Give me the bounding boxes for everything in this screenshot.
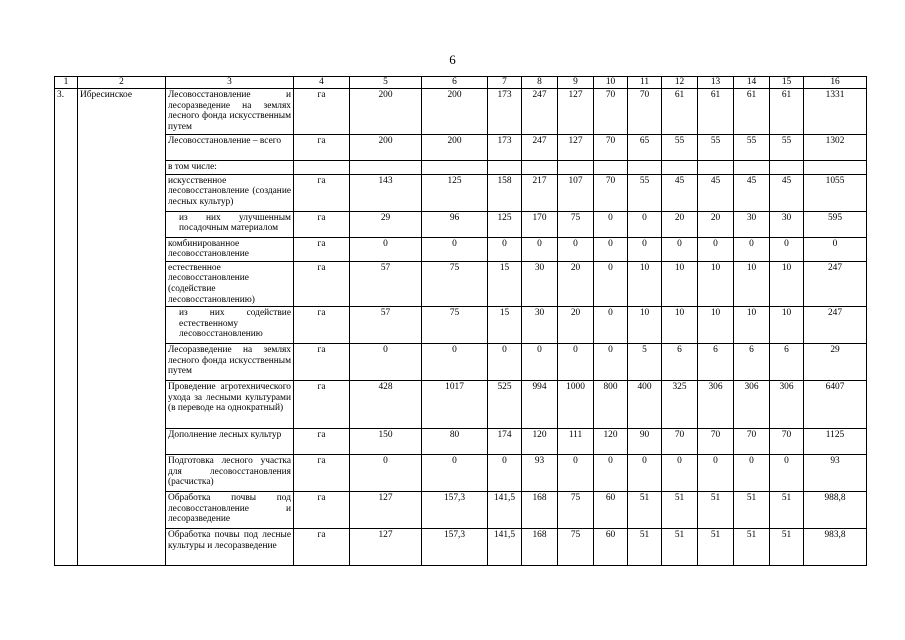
value-cell: 0 bbox=[488, 455, 522, 492]
column-number: 5 bbox=[350, 77, 422, 89]
activity-cell: комбинированное лесовосстановление bbox=[166, 237, 294, 261]
unit-cell: га bbox=[294, 89, 350, 135]
table-row bbox=[55, 261, 867, 306]
value-cell bbox=[628, 161, 662, 175]
column-number: 16 bbox=[804, 77, 867, 89]
value-cell: 0 bbox=[488, 344, 522, 381]
value-cell bbox=[422, 161, 488, 175]
column-number: 14 bbox=[734, 77, 770, 89]
value-cell: 70 bbox=[698, 429, 734, 455]
value-cell bbox=[558, 161, 594, 175]
unit-cell: га bbox=[294, 455, 350, 492]
value-cell: 217 bbox=[522, 174, 558, 211]
value-cell: 61 bbox=[770, 89, 804, 135]
value-cell: 20 bbox=[558, 307, 594, 344]
value-cell bbox=[770, 161, 804, 175]
value-cell: 51 bbox=[734, 492, 770, 529]
value-cell: 55 bbox=[734, 135, 770, 161]
value-cell: 127 bbox=[350, 529, 422, 566]
value-cell: 0 bbox=[804, 237, 867, 261]
value-cell: 96 bbox=[422, 211, 488, 237]
value-cell: 125 bbox=[422, 174, 488, 211]
value-cell: 70 bbox=[628, 89, 662, 135]
activity-cell: Лесоразведение на землях лесного фонда искусственным путем bbox=[166, 344, 294, 381]
table-row bbox=[55, 161, 867, 175]
value-cell: 0 bbox=[422, 455, 488, 492]
value-cell: 51 bbox=[628, 529, 662, 566]
table-row bbox=[55, 455, 867, 492]
value-cell: 111 bbox=[558, 429, 594, 455]
value-cell: 57 bbox=[350, 261, 422, 306]
value-cell: 10 bbox=[628, 307, 662, 344]
page-number: 6 bbox=[449, 52, 456, 67]
table-row bbox=[55, 89, 867, 135]
value-cell: 200 bbox=[350, 135, 422, 161]
column-number-row bbox=[55, 77, 867, 89]
activity-cell: искусственное лесовосстановление (создание лесных культур) bbox=[166, 174, 294, 211]
value-cell: 143 bbox=[350, 174, 422, 211]
value-cell: 157,3 bbox=[422, 529, 488, 566]
value-cell: 0 bbox=[594, 261, 628, 306]
value-cell: 0 bbox=[558, 344, 594, 381]
value-cell: 29 bbox=[350, 211, 422, 237]
value-cell: 1000 bbox=[558, 381, 594, 429]
value-cell: 90 bbox=[628, 429, 662, 455]
value-cell: 306 bbox=[698, 381, 734, 429]
value-cell bbox=[698, 161, 734, 175]
column-number: 9 bbox=[558, 77, 594, 89]
value-cell: 75 bbox=[558, 211, 594, 237]
unit-cell: га bbox=[294, 344, 350, 381]
value-cell: 10 bbox=[734, 307, 770, 344]
value-cell: 10 bbox=[770, 261, 804, 306]
column-number: 15 bbox=[770, 77, 804, 89]
value-cell: 200 bbox=[350, 89, 422, 135]
value-cell bbox=[488, 161, 522, 175]
value-cell: 45 bbox=[698, 174, 734, 211]
value-cell: 10 bbox=[628, 261, 662, 306]
value-cell: 60 bbox=[594, 492, 628, 529]
value-cell: 994 bbox=[522, 381, 558, 429]
value-cell: 10 bbox=[662, 261, 698, 306]
value-cell: 1331 bbox=[804, 89, 867, 135]
value-cell: 70 bbox=[734, 429, 770, 455]
value-cell: 0 bbox=[350, 237, 422, 261]
value-cell: 51 bbox=[698, 492, 734, 529]
value-cell: 51 bbox=[662, 492, 698, 529]
value-cell: 61 bbox=[734, 89, 770, 135]
value-cell: 0 bbox=[734, 237, 770, 261]
value-cell: 170 bbox=[522, 211, 558, 237]
unit-cell: га bbox=[294, 174, 350, 211]
value-cell: 45 bbox=[662, 174, 698, 211]
value-cell: 5 bbox=[628, 344, 662, 381]
activity-cell: Дополнение лесных культур bbox=[166, 429, 294, 455]
value-cell: 0 bbox=[698, 237, 734, 261]
value-cell: 10 bbox=[698, 261, 734, 306]
value-cell: 157,3 bbox=[422, 492, 488, 529]
value-cell: 0 bbox=[662, 455, 698, 492]
value-cell: 983,8 bbox=[804, 529, 867, 566]
value-cell: 988,8 bbox=[804, 492, 867, 529]
unit-cell: га bbox=[294, 237, 350, 261]
column-number: 6 bbox=[422, 77, 488, 89]
value-cell: 75 bbox=[422, 307, 488, 344]
value-cell: 125 bbox=[488, 211, 522, 237]
value-cell: 30 bbox=[522, 261, 558, 306]
value-cell: 75 bbox=[558, 492, 594, 529]
activity-cell: Обработка почвы под лесные культуры и лесоразведение bbox=[166, 529, 294, 566]
value-cell: 61 bbox=[698, 89, 734, 135]
value-cell: 127 bbox=[558, 135, 594, 161]
value-cell: 0 bbox=[594, 344, 628, 381]
table-row bbox=[55, 381, 867, 429]
value-cell: 0 bbox=[488, 237, 522, 261]
table-row bbox=[55, 307, 867, 344]
value-cell: 6407 bbox=[804, 381, 867, 429]
value-cell: 55 bbox=[698, 135, 734, 161]
value-cell: 150 bbox=[350, 429, 422, 455]
value-cell: 51 bbox=[770, 492, 804, 529]
value-cell: 57 bbox=[350, 307, 422, 344]
value-cell: 400 bbox=[628, 381, 662, 429]
unit-cell: га bbox=[294, 429, 350, 455]
value-cell: 61 bbox=[662, 89, 698, 135]
unit-cell: га bbox=[294, 135, 350, 161]
table-body bbox=[55, 89, 867, 566]
value-cell: 247 bbox=[522, 135, 558, 161]
column-number: 1 bbox=[55, 77, 78, 89]
unit-cell bbox=[294, 161, 350, 175]
value-cell: 6 bbox=[662, 344, 698, 381]
value-cell bbox=[662, 161, 698, 175]
value-cell: 15 bbox=[488, 307, 522, 344]
value-cell bbox=[350, 161, 422, 175]
value-cell: 20 bbox=[698, 211, 734, 237]
value-cell: 70 bbox=[594, 135, 628, 161]
region-name: Ибресинское bbox=[78, 89, 166, 566]
value-cell: 0 bbox=[594, 307, 628, 344]
value-cell: 10 bbox=[662, 307, 698, 344]
value-cell: 0 bbox=[770, 237, 804, 261]
value-cell: 200 bbox=[422, 135, 488, 161]
value-cell: 120 bbox=[594, 429, 628, 455]
value-cell: 1302 bbox=[804, 135, 867, 161]
value-cell: 173 bbox=[488, 135, 522, 161]
value-cell bbox=[594, 161, 628, 175]
value-cell: 29 bbox=[804, 344, 867, 381]
value-cell: 0 bbox=[594, 211, 628, 237]
value-cell: 80 bbox=[422, 429, 488, 455]
column-number: 11 bbox=[628, 77, 662, 89]
unit-cell: га bbox=[294, 492, 350, 529]
column-number: 7 bbox=[488, 77, 522, 89]
value-cell: 1017 bbox=[422, 381, 488, 429]
table-row bbox=[55, 344, 867, 381]
value-cell: 30 bbox=[770, 211, 804, 237]
value-cell: 525 bbox=[488, 381, 522, 429]
value-cell bbox=[804, 161, 867, 175]
table-row bbox=[55, 237, 867, 261]
value-cell: 70 bbox=[594, 174, 628, 211]
value-cell: 0 bbox=[698, 455, 734, 492]
value-cell: 51 bbox=[628, 492, 662, 529]
value-cell: 51 bbox=[698, 529, 734, 566]
value-cell: 247 bbox=[522, 89, 558, 135]
value-cell: 0 bbox=[628, 237, 662, 261]
value-cell: 1125 bbox=[804, 429, 867, 455]
value-cell: 0 bbox=[522, 344, 558, 381]
unit-cell: га bbox=[294, 261, 350, 306]
activity-cell: в том числе: bbox=[166, 161, 294, 175]
value-cell: 595 bbox=[804, 211, 867, 237]
column-number: 10 bbox=[594, 77, 628, 89]
value-cell: 51 bbox=[662, 529, 698, 566]
value-cell: 247 bbox=[804, 307, 867, 344]
value-cell: 247 bbox=[804, 261, 867, 306]
activity-cell: из них содействие естественному лесовосстановлению bbox=[166, 307, 294, 344]
value-cell: 120 bbox=[522, 429, 558, 455]
value-cell: 306 bbox=[770, 381, 804, 429]
table-row bbox=[55, 211, 867, 237]
value-cell: 0 bbox=[422, 344, 488, 381]
value-cell: 158 bbox=[488, 174, 522, 211]
activity-cell: Обработка почвы под лесовосстановление и лесоразведение bbox=[166, 492, 294, 529]
value-cell: 70 bbox=[594, 89, 628, 135]
value-cell: 1055 bbox=[804, 174, 867, 211]
column-number: 4 bbox=[294, 77, 350, 89]
value-cell: 141,5 bbox=[488, 529, 522, 566]
value-cell bbox=[522, 161, 558, 175]
value-cell: 70 bbox=[770, 429, 804, 455]
value-cell: 0 bbox=[734, 455, 770, 492]
value-cell: 141,5 bbox=[488, 492, 522, 529]
value-cell: 173 bbox=[488, 89, 522, 135]
activity-cell: Лесовосстановление и лесоразведение на землях лесного фонда искусственным путем bbox=[166, 89, 294, 135]
value-cell: 107 bbox=[558, 174, 594, 211]
value-cell: 70 bbox=[662, 429, 698, 455]
column-number: 8 bbox=[522, 77, 558, 89]
forest-restoration-table bbox=[54, 76, 867, 566]
value-cell: 60 bbox=[594, 529, 628, 566]
value-cell: 200 bbox=[422, 89, 488, 135]
value-cell: 6 bbox=[770, 344, 804, 381]
value-cell: 75 bbox=[422, 261, 488, 306]
section-number: 3. bbox=[55, 89, 78, 566]
activity-cell: естественное лесовосстановление (содействие лесовосстановлению) bbox=[166, 261, 294, 306]
value-cell bbox=[734, 161, 770, 175]
value-cell: 0 bbox=[628, 455, 662, 492]
value-cell: 51 bbox=[734, 529, 770, 566]
value-cell: 10 bbox=[734, 261, 770, 306]
value-cell: 15 bbox=[488, 261, 522, 306]
value-cell: 93 bbox=[522, 455, 558, 492]
value-cell: 0 bbox=[522, 237, 558, 261]
value-cell: 127 bbox=[558, 89, 594, 135]
value-cell: 45 bbox=[770, 174, 804, 211]
value-cell: 174 bbox=[488, 429, 522, 455]
activity-cell: Лесовосстановление – всего bbox=[166, 135, 294, 161]
value-cell: 168 bbox=[522, 529, 558, 566]
value-cell: 6 bbox=[734, 344, 770, 381]
value-cell: 30 bbox=[522, 307, 558, 344]
table-row bbox=[55, 529, 867, 566]
value-cell: 55 bbox=[662, 135, 698, 161]
value-cell: 800 bbox=[594, 381, 628, 429]
table-row bbox=[55, 135, 867, 161]
unit-cell: га bbox=[294, 529, 350, 566]
value-cell: 0 bbox=[558, 237, 594, 261]
value-cell: 0 bbox=[350, 455, 422, 492]
value-cell: 20 bbox=[558, 261, 594, 306]
value-cell: 0 bbox=[770, 455, 804, 492]
value-cell: 306 bbox=[734, 381, 770, 429]
value-cell: 65 bbox=[628, 135, 662, 161]
value-cell: 6 bbox=[698, 344, 734, 381]
activity-cell: из них улучшенным посадочным материалом bbox=[166, 211, 294, 237]
unit-cell: га bbox=[294, 211, 350, 237]
value-cell: 127 bbox=[350, 492, 422, 529]
value-cell: 0 bbox=[594, 455, 628, 492]
value-cell: 51 bbox=[770, 529, 804, 566]
value-cell: 0 bbox=[422, 237, 488, 261]
value-cell: 0 bbox=[662, 237, 698, 261]
unit-cell: га bbox=[294, 381, 350, 429]
value-cell: 55 bbox=[770, 135, 804, 161]
value-cell: 0 bbox=[628, 211, 662, 237]
activity-cell: Проведение агротехнического ухода за лесными культурами (в переводе на однократный) bbox=[166, 381, 294, 429]
value-cell: 55 bbox=[628, 174, 662, 211]
value-cell: 75 bbox=[558, 529, 594, 566]
value-cell: 10 bbox=[770, 307, 804, 344]
unit-cell: га bbox=[294, 307, 350, 344]
activity-cell: Подготовка лесного участка для лесовосстановления (расчистка) bbox=[166, 455, 294, 492]
value-cell: 93 bbox=[804, 455, 867, 492]
value-cell: 30 bbox=[734, 211, 770, 237]
column-number: 2 bbox=[78, 77, 166, 89]
table-row bbox=[55, 174, 867, 211]
value-cell: 428 bbox=[350, 381, 422, 429]
column-number: 12 bbox=[662, 77, 698, 89]
column-number: 3 bbox=[166, 77, 294, 89]
value-cell: 0 bbox=[594, 237, 628, 261]
value-cell: 45 bbox=[734, 174, 770, 211]
table-row bbox=[55, 492, 867, 529]
column-number: 13 bbox=[698, 77, 734, 89]
table-row bbox=[55, 429, 867, 455]
value-cell: 0 bbox=[558, 455, 594, 492]
value-cell: 0 bbox=[350, 344, 422, 381]
value-cell: 10 bbox=[698, 307, 734, 344]
value-cell: 20 bbox=[662, 211, 698, 237]
value-cell: 168 bbox=[522, 492, 558, 529]
value-cell: 325 bbox=[662, 381, 698, 429]
